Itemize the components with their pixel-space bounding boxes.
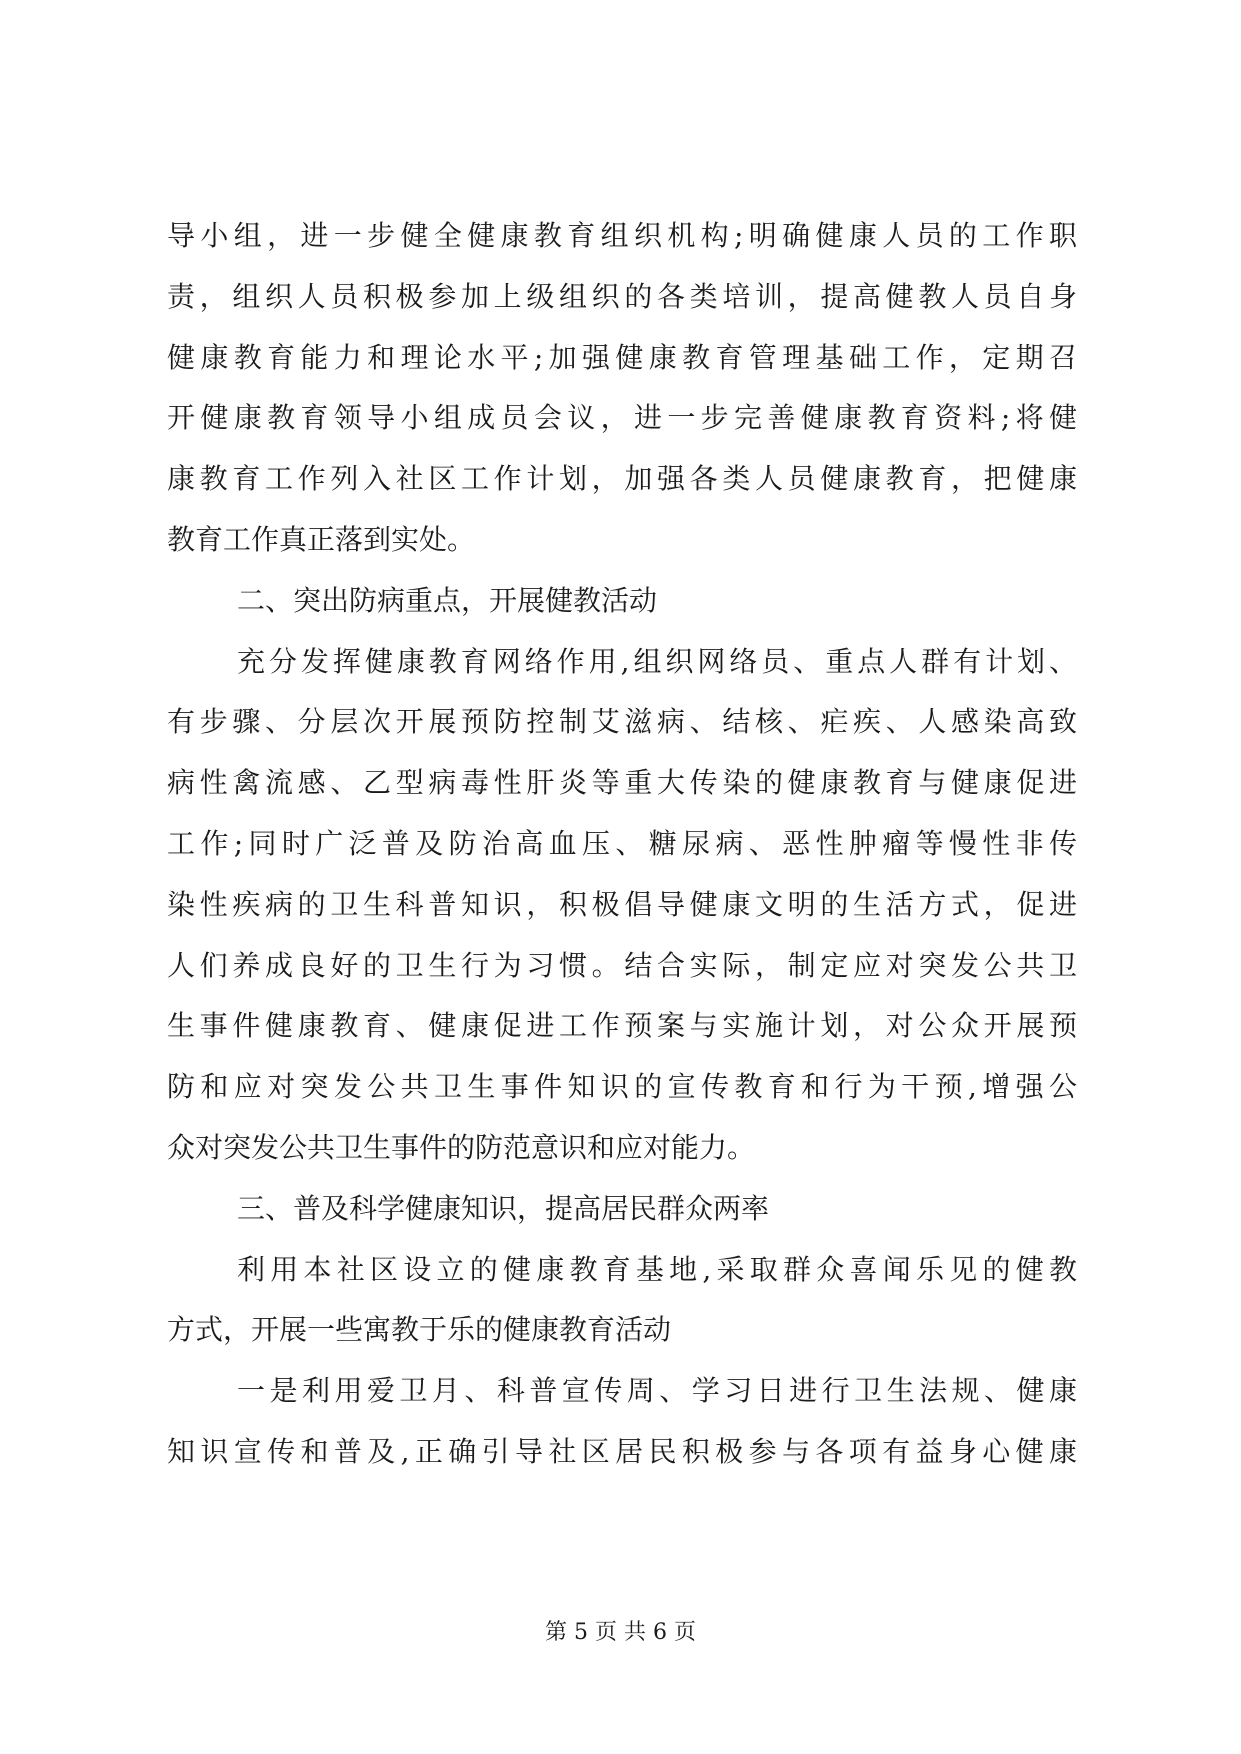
paragraph-line: 一是利用爱卫月、科普宣传周、学习日进行卫生法规、健康: [237, 1374, 1077, 1408]
paragraph-line: 病性禽流感、乙型病毒性肝炎等重大传染的健康教育与健康促进: [167, 766, 1077, 800]
page-number-footer: 第 5 页 共 6 页: [545, 1620, 696, 1645]
paragraph-line: 有步骤、分层次开展预防控制艾滋病、结核、疟疾、人感染高致: [167, 705, 1077, 739]
paragraph-line: 生事件健康教育、健康促进工作预案与实施计划，对公众开展预: [167, 1009, 1077, 1043]
paragraph-line: 开健康教育领导小组成员会议，进一步完善健康教育资料;将健: [167, 401, 1077, 435]
paragraph-line: 利用本社区设立的健康教育基地,采取群众喜闻乐见的健教: [237, 1252, 1077, 1286]
section-heading: 三、普及科学健康知识，提高居民群众两率: [237, 1191, 770, 1225]
paragraph-line: 工作;同时广泛普及防治高血压、糖尿病、恶性肿瘤等慢性非传: [167, 826, 1077, 860]
paragraph-line: 康教育工作列入社区工作计划，加强各类人员健康教育，把健康: [167, 462, 1077, 496]
paragraph-line: 知识宣传和普及,正确引导社区居民积极参与各项有益身心健康: [167, 1434, 1077, 1468]
paragraph-line: 教育工作真正落到实处。: [167, 522, 476, 556]
paragraph-line: 导小组，进一步健全健康教育组织机构;明确健康人员的工作职: [167, 219, 1077, 252]
paragraph-line: 众对突发公共卫生事件的防范意识和应对能力。: [167, 1130, 756, 1164]
paragraph-line: 方式，开展一些寓教于乐的健康教育活动: [167, 1313, 672, 1347]
paragraph-line: 健康教育能力和理论水平;加强健康教育管理基础工作，定期召: [167, 340, 1077, 374]
section-heading: 二、突出防病重点，开展健教活动: [237, 583, 658, 617]
paragraph-line: 染性疾病的卫生科普知识，积极倡导健康文明的生活方式，促进: [167, 887, 1077, 921]
paragraph-line: 充分发挥健康教育网络作用,组织网络员、重点人群有计划、: [237, 644, 1077, 678]
paragraph-line: 人们养成良好的卫生行为习惯。结合实际，制定应对突发公共卫: [167, 948, 1077, 982]
paragraph-line: 责，组织人员积极参加上级组织的各类培训，提高健教人员自身: [167, 279, 1077, 313]
document-body: [167, 206, 1077, 1483]
paragraph-line: 防和应对突发公共卫生事件知识的宣传教育和行为干预,增强公: [167, 1070, 1077, 1104]
